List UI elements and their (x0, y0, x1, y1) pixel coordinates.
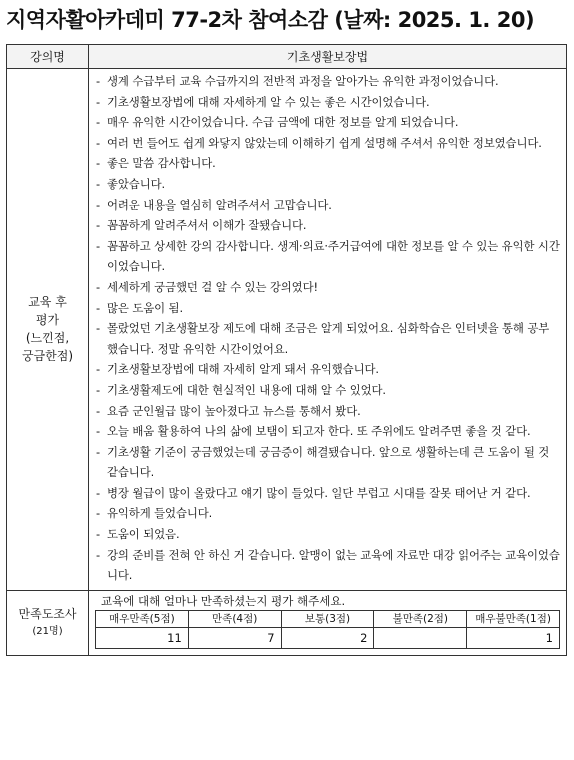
comment-list (95, 71, 560, 586)
comment-item: - 병장 월급이 많이 올랐다고 얘기 많이 들었다. 일단 부럽고 시대를 잘못 태어난 거 같다. (95, 483, 560, 504)
feedback-row (7, 69, 567, 591)
rating-header: 만족(4점) (188, 610, 281, 627)
feedback-comments-cell (89, 69, 567, 591)
rating-header: 불만족(2점) (374, 610, 467, 627)
comment-item: - 기초생활보장법에 대해 자세하게 알 수 있는 좋은 시간이었습니다. (95, 92, 560, 113)
comment-item: - 기초생활제도에 대한 현실적인 내용에 대해 알 수 있었다. (95, 380, 560, 401)
comment-item: - 세세하게 궁금했던 걸 알 수 있는 강의였다! (95, 277, 560, 298)
comment-item: - 좋은 말씀 감사합니다. (95, 153, 560, 174)
feedback-label-line: (느낀점, (25, 331, 70, 346)
header-lecture-title: 기초생활보장법 (89, 45, 567, 69)
rating-header: 보통(3점) (281, 610, 374, 627)
feedback-label (7, 69, 89, 591)
survey-label-cell (7, 590, 89, 655)
comment-item: - 요즘 군인월급 많이 높아졌다고 뉴스를 통해서 봤다. (95, 401, 560, 422)
rating-header-row (96, 610, 560, 627)
rating-value (374, 627, 467, 648)
comment-item: - 많은 도움이 됨. (95, 298, 560, 319)
rating-table (95, 610, 560, 649)
feedback-label-line: 궁금한점) (21, 349, 74, 364)
comment-item: - 좋았습니다. (95, 174, 560, 195)
survey-count: (21명) (32, 625, 63, 637)
comment-item: - 오늘 배움 활용하여 나의 삶에 보탬이 되고자 한다. 또 주위에도 알려주면 좋을 것 같다. (95, 421, 560, 442)
header-lecture-name: 강의명 (7, 45, 89, 69)
comment-item: - 꼼꼼하고 상세한 강의 감사합니다. 생계·의료·주거급여에 대한 정보를 알 수 있는 유익한 시간이었습니다. (95, 236, 560, 277)
feedback-label-line: 교육 후 (28, 295, 67, 310)
rating-value: 1 (467, 627, 560, 648)
survey-cell (89, 590, 567, 655)
survey-row (7, 590, 567, 655)
rating-header: 매우만족(5점) (96, 610, 189, 627)
rating-value: 2 (281, 627, 374, 648)
rating-value-row (96, 627, 560, 648)
comment-item: - 생계 수급부터 교육 수급까지의 전반적 과정을 알아가는 유익한 과정이었습니다. (95, 71, 560, 92)
comment-item: - 꼼꼼하게 알려주셔서 이해가 잘됐습니다. (95, 215, 560, 236)
rating-header: 매우불만족(1점) (467, 610, 560, 627)
comment-item: - 기초생활보장법에 대해 자세히 알게 돼서 유익했습니다. (95, 359, 560, 380)
comment-item: - 매우 유익한 시간이었습니다. 수급 금액에 대한 정보를 알게 되었습니다. (95, 112, 560, 133)
feedback-table (6, 44, 567, 656)
comment-item: - 강의 준비를 전혀 안 하신 거 같습니다. 알맹이 없는 교육에 자료만 대강 읽어주는 교육이었습니다. (95, 545, 560, 586)
page-title: 지역자활아카데미 77-2차 참여소감 (날짜: 2025. 1. 20) (6, 8, 535, 32)
rating-value: 11 (96, 627, 189, 648)
comment-item: - 기초생활 기준이 궁금했었는데 궁금증이 해결됐습니다. 앞으로 생활하는데 큰 도움이 될 것 같습니다. (95, 442, 560, 483)
survey-label: 만족도조사 (18, 606, 77, 621)
feedback-label-line: 평가 (35, 313, 60, 328)
comment-item: - 어려운 내용을 열심히 알려주셔서 고맙습니다. (95, 195, 560, 216)
header-row (7, 45, 567, 69)
comment-item: - 도움이 되었음. (95, 524, 560, 545)
comment-item: - 여러 번 들어도 쉽게 와닿지 않았는데 이해하기 쉽게 설명해 주셔서 유익한 정보였습니다. (95, 133, 560, 154)
comment-item: - 몰랐었던 기초생활보장 제도에 대해 조금은 알게 되었어요. 심화학습은 인터넷을 통해 공부했습니다. 정말 유익한 시간이었어요. (95, 318, 560, 359)
comment-item: - 유익하게 들었습니다. (95, 503, 560, 524)
survey-question: 교육에 대해 얼마나 만족하셨는지 평가 해주세요. (101, 593, 346, 608)
rating-value: 7 (188, 627, 281, 648)
